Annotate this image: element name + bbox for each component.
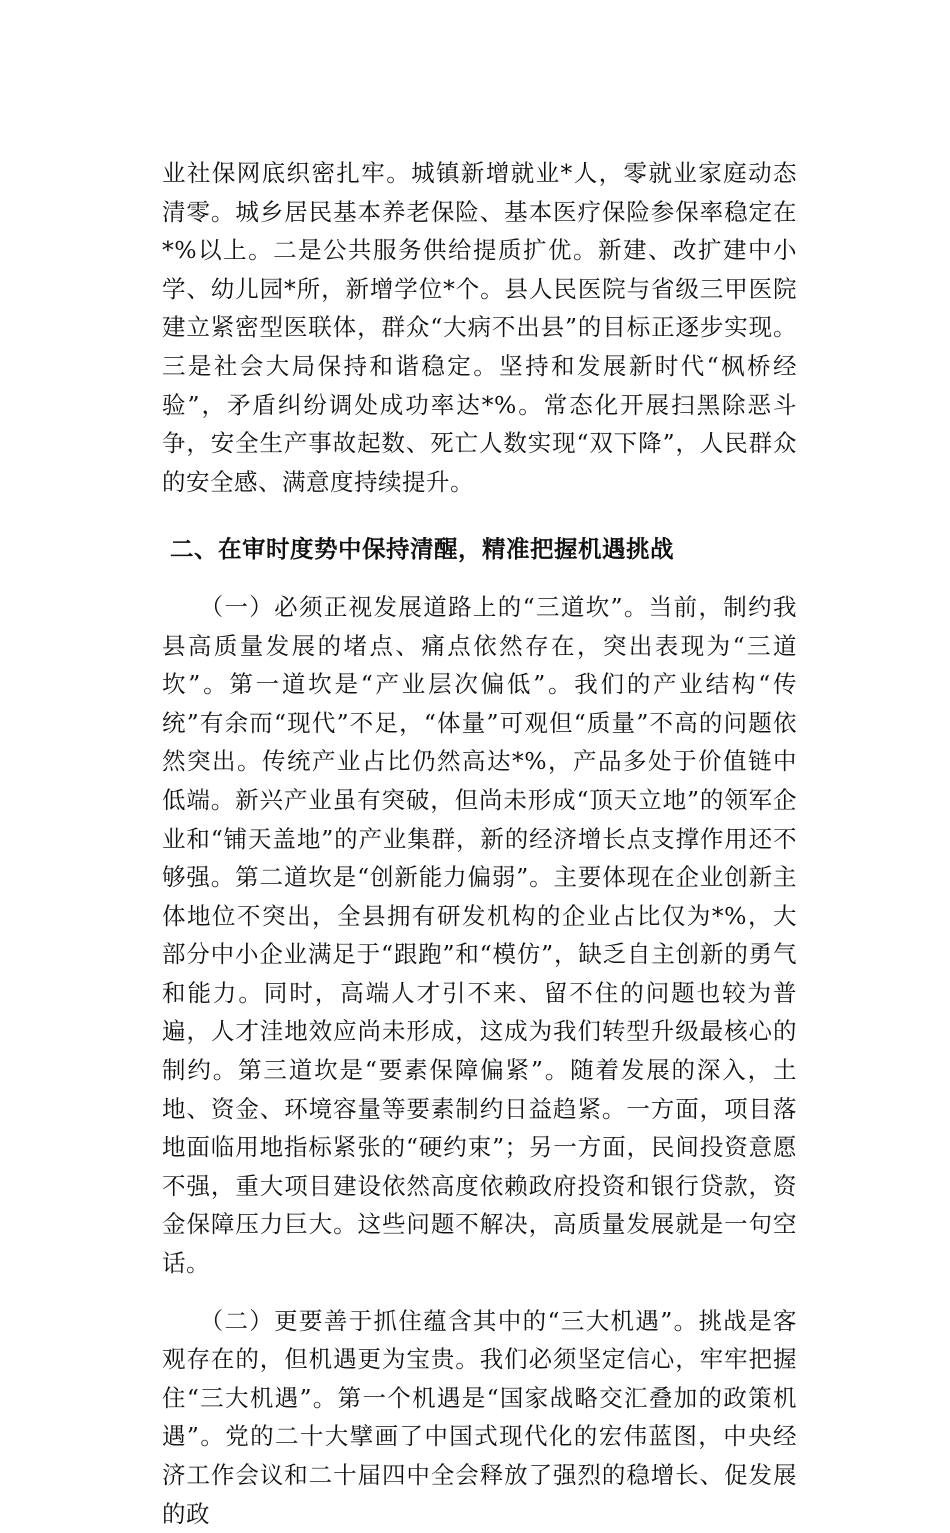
paragraph-three-obstacles: （一）必须正视发展道路上的“三道坎”。当前，制约我县高质量发展的堵点、痛点依然存在，突出表现为“三道坎”。第一道坎是“产业层次偏低”。我们的产业结构“传统”有余而“现代”不足，“体量”可观但“质量”不高的问题依然突出。传统产业占比仍然高达*%，产品多处于价值链中低端。新兴产业虽有突破，但尚未形成“顶天立地”的领军企业和“铺天盖地”的产业集群，新的经济增长点支撑作用还不够强。第二道坎是“创新能力偏弱”。主要体现在企业创新主体地位不突出，全县拥有研发机构的企业占比仅为*%，大部分中小企业满足于“跟跑”和“模仿”，缺乏自主创新的勇气和能力。同时，高端人才引不来、留不住的问题也较为普遍，人才洼地效应尚未形成，这成为我们转型升级最核心的制约。第三道坎是“要素保障偏紧”。随着发展的深入，土地、资金、环境容量等要素制约日益趋紧。一方面，项目落地面临用地指标紧张的“硬约束”；另一方面，民间投资意愿不强，重大项目建设依然高度依赖政府投资和银行贷款，资金保障压力巨大。这些问题不解决，高质量发展就是一句空话。 xyxy=(162,592,797,1278)
paragraph-social-security: 业社保网底织密扎牢。城镇新增就业*人，零就业家庭动态清零。城乡居民基本养老保险、基本医疗保险参保率稳定在*%以上。二是公共服务供给提质扩优。新建、改扩建中小学、幼儿园*所，新增学位*个。县人民医院与省级三甲医院建立紧密型医联体，群众“大病不出县”的目标正逐步实现。三是社会大局保持和谐稳定。坚持和发展新时代“枫桥经验”，矛盾纠纷调处成功率达*%。常态化开展扫黑除恶斗争，安全生产事故起数、死亡人数实现“双下降”，人民群众的安全感、满意度持续提升。 xyxy=(162,159,797,496)
paragraph-three-opportunities: （二）更要善于抓住蕴含其中的“三大机遇”。挑战是客观存在的，但机遇更为宝贵。我们必须坚定信心，牢牢把握住“三大机遇”。第一个机遇是“国家战略交汇叠加的政策机遇”。党的二十大擘画了中国式现代化的宏伟蓝图，中央经济工作会议和二十届四中全会释放了强烈的稳增长、促发展的政 xyxy=(162,1306,797,1528)
section-heading: 二、在审时度势中保持清醒，精准把握机遇挑战 xyxy=(170,535,674,564)
document-body xyxy=(162,154,797,1533)
